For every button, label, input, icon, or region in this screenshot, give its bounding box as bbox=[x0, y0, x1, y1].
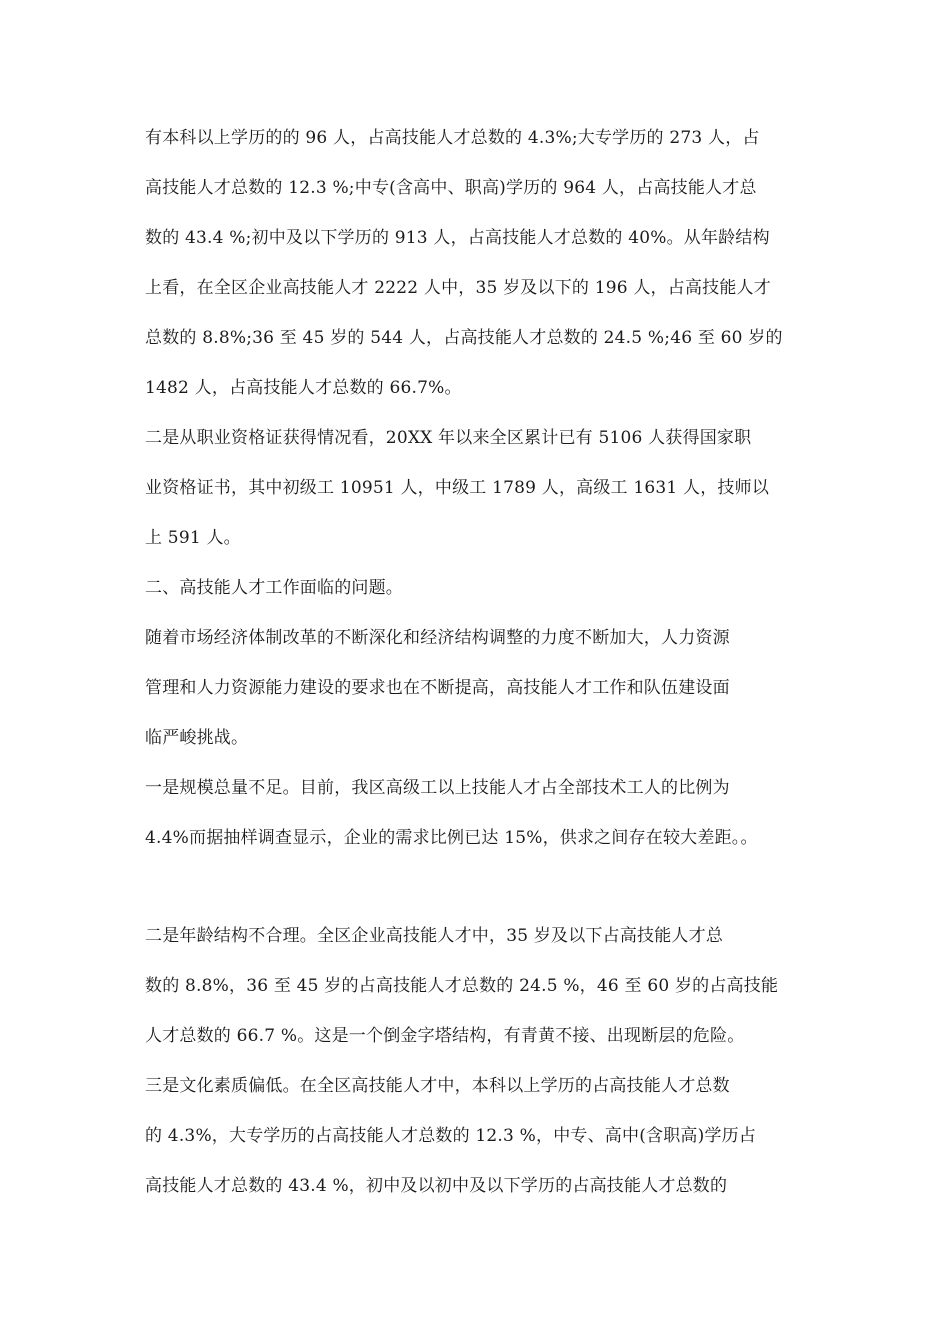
text-line: 数的 8.8%，36 至 45 岁的占高技能人才总数的 24.5 %，46 至 60 岁的占高技能 bbox=[145, 976, 779, 996]
text-line: 人才总数的 66.7 %。这是一个倒金字塔结构，有青黄不接、出现断层的危险。 bbox=[145, 1026, 745, 1046]
text-line: 三是文化素质偏低。在全区高技能人才中，本科以上学历的占高技能人才总数 bbox=[145, 1076, 730, 1096]
text-line: 二是从职业资格证获得情况看，20XX 年以来全区累计已有 5106 人获得国家职 bbox=[145, 428, 752, 448]
text-line: 临严峻挑战。 bbox=[145, 728, 249, 748]
text-line: 1482 人，占高技能人才总数的 66.7%。 bbox=[145, 378, 462, 398]
text-line: 上看，在全区企业高技能人才 2222 人中，35 岁及以下的 196 人，占高技能人才 bbox=[145, 278, 771, 298]
text-line: 管理和人力资源能力建设的要求也在不断提高，高技能人才工作和队伍建设面 bbox=[145, 678, 730, 698]
text-line: 高技能人才总数的 12.3 %;中专(含高中、职高)学历的 964 人，占高技能人才总 bbox=[145, 178, 757, 198]
text-line: 数的 43.4 %;初中及以下学历的 913 人，占高技能人才总数的 40%。从年龄结构 bbox=[145, 228, 770, 248]
text-line: 4.4%而据抽样调查显示，企业的需求比例已达 15%，供求之间存在较大差距。。 bbox=[145, 828, 758, 848]
text-line: 的 4.3%，大专学历的占高技能人才总数的 12.3 %，中专、高中(含职高)学历占 bbox=[145, 1126, 757, 1146]
text-line: 一是规模总量不足。目前，我区高级工以上技能人才占全部技术工人的比例为 bbox=[145, 778, 730, 798]
text-line: 高技能人才总数的 43.4 %，初中及以初中及以下学历的占高技能人才总数的 bbox=[145, 1176, 728, 1196]
text-line: 随着市场经济体制改革的不断深化和经济结构调整的力度不断加大，人力资源 bbox=[145, 628, 730, 648]
text-line: 有本科以上学历的的 96 人，占高技能人才总数的 4.3%;大专学历的 273 人，占 bbox=[145, 128, 760, 148]
text-line: 二是年龄结构不合理。全区企业高技能人才中，35 岁及以下占高技能人才总 bbox=[145, 926, 724, 946]
section-heading: 二、高技能人才工作面临的问题。 bbox=[145, 578, 403, 598]
text-line: 业资格证书，其中初级工 10951 人，中级工 1789 人，高级工 1631 人，技师以 bbox=[145, 478, 770, 498]
text-line: 上 591 人。 bbox=[145, 528, 241, 548]
text-line: 总数的 8.8%;36 至 45 岁的 544 人，占高技能人才总数的 24.5 %;46 至 60 岁的 bbox=[145, 328, 783, 348]
